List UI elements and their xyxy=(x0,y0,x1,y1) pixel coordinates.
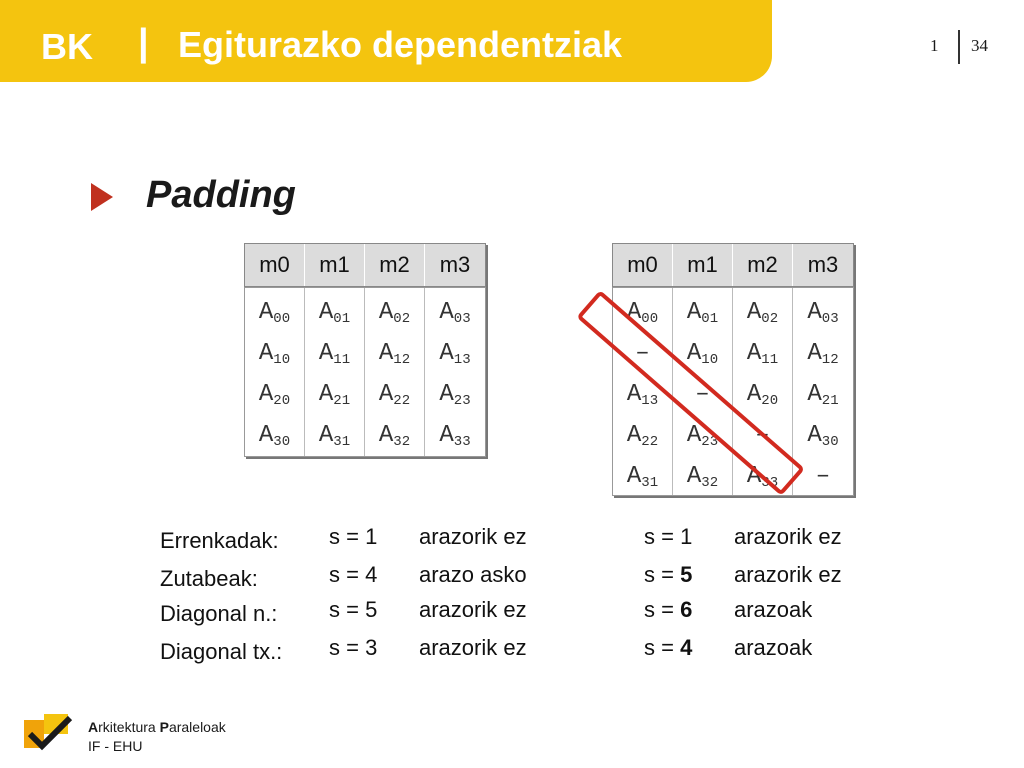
page-number-divider xyxy=(958,30,960,64)
module-label-m0: m0 xyxy=(245,244,305,286)
matrix-element: $A_{13}$ xyxy=(439,340,471,368)
left-stride: s = 5 xyxy=(329,597,378,622)
right-status: arazoak xyxy=(734,597,813,622)
matrix-column-m3 xyxy=(793,288,853,495)
matrix-element: $A_{31}$ xyxy=(318,422,351,450)
comparison-label: Diagonal tx.: xyxy=(160,639,283,664)
module-label-m0: m0 xyxy=(613,244,673,286)
right-stride: s = 4 xyxy=(644,635,693,660)
bullet-triangle-icon xyxy=(91,183,113,211)
matrix-element: $A_{11}$ xyxy=(746,340,779,368)
matrix-element: $A_{10}$ xyxy=(258,340,291,368)
matrix-element: $A_{13}$ xyxy=(626,381,659,409)
module-label-m1: m1 xyxy=(305,244,365,286)
left-status: arazorik ez xyxy=(419,524,527,549)
matrix-column-m1 xyxy=(305,288,365,456)
matrix-element: $A_{12}$ xyxy=(378,340,411,368)
matrix-element: $A_{33}$ xyxy=(746,463,779,491)
right-matrix xyxy=(612,287,854,496)
matrix-column-m2 xyxy=(365,288,425,456)
matrix-element: $A_{10}$ xyxy=(686,340,719,368)
matrix-element: $A_{01}$ xyxy=(318,299,351,327)
page-number-current: 1 xyxy=(930,36,939,55)
header-bar xyxy=(0,0,772,82)
footer-course-name: Arkitektura Paraleloak xyxy=(88,719,226,735)
comparison-label: Diagonal n.: xyxy=(160,601,278,626)
left-status: arazo asko xyxy=(419,562,527,587)
matrix-element: $A_{21}$ xyxy=(318,381,351,409)
matrix-element: $A_{23}$ xyxy=(439,381,471,409)
matrix-column-m3 xyxy=(425,288,485,456)
header-logo-text: BK xyxy=(41,26,93,67)
page-title: Egiturazko dependentziak xyxy=(178,24,623,65)
matrix-column-m0 xyxy=(245,288,305,456)
module-label-m3: m3 xyxy=(807,252,839,277)
module-label-m3: m3 xyxy=(439,252,471,277)
left-stride: s = 3 xyxy=(329,635,378,660)
footer-institution: IF - EHU xyxy=(88,738,143,754)
matrix-element: – xyxy=(635,340,650,367)
matrix-element: $A_{30}$ xyxy=(807,422,839,450)
header-separator: | xyxy=(138,22,149,64)
left-status: arazorik ez xyxy=(419,597,527,622)
module-label-m2: m2 xyxy=(733,244,793,286)
matrix-element: $A_{32}$ xyxy=(378,422,411,450)
matrix-element: $A_{20}$ xyxy=(258,381,291,409)
matrix-element: $A_{03}$ xyxy=(439,299,471,327)
right-status: arazorik ez xyxy=(734,562,842,587)
matrix-element: $A_{33}$ xyxy=(439,422,471,450)
module-label-m2: m2 xyxy=(365,244,425,286)
matrix-element: $A_{02}$ xyxy=(378,299,411,327)
matrix-element: $A_{00}$ xyxy=(258,299,291,327)
matrix-element: $A_{30}$ xyxy=(258,422,291,450)
matrix-element: $A_{03}$ xyxy=(807,299,839,327)
matrix-element: $A_{20}$ xyxy=(746,381,779,409)
matrix-element: $A_{00}$ xyxy=(626,299,659,327)
right-stride: s = 6 xyxy=(644,597,693,622)
comparison-label: Errenkadak: xyxy=(160,528,279,553)
matrix-element: $A_{02}$ xyxy=(746,299,779,327)
left-stride: s = 1 xyxy=(329,524,378,549)
left-module-header xyxy=(244,243,486,287)
right-status: arazoak xyxy=(734,635,813,660)
matrix-element: – xyxy=(755,422,770,449)
right-stride: s = 5 xyxy=(644,562,693,587)
left-status: arazorik ez xyxy=(419,635,527,660)
section-title: Padding xyxy=(146,174,296,216)
matrix-element: $A_{31}$ xyxy=(626,463,659,491)
right-status: arazorik ez xyxy=(734,524,842,549)
matrix-element: $A_{22}$ xyxy=(626,422,659,450)
right-module-header xyxy=(612,243,854,287)
matrix-element: $A_{11}$ xyxy=(318,340,351,368)
matrix-element: – xyxy=(815,463,831,490)
comparison-label: Zutabeak: xyxy=(160,566,258,591)
matrix-element: – xyxy=(695,381,710,408)
left-matrix xyxy=(244,287,486,457)
right-stride: s = 1 xyxy=(644,524,693,549)
matrix-element: $A_{22}$ xyxy=(378,381,411,409)
matrix-element: $A_{01}$ xyxy=(686,299,719,327)
matrix-element: $A_{12}$ xyxy=(807,340,839,368)
matrix-element: $A_{21}$ xyxy=(807,381,839,409)
left-stride: s = 4 xyxy=(329,562,378,587)
checkmark-logo-icon xyxy=(22,712,74,752)
page-number-total: 34 xyxy=(971,36,988,55)
matrix-element: $A_{23}$ xyxy=(686,422,719,450)
matrix-element: $A_{32}$ xyxy=(686,463,719,491)
module-label-m1: m1 xyxy=(673,244,733,286)
